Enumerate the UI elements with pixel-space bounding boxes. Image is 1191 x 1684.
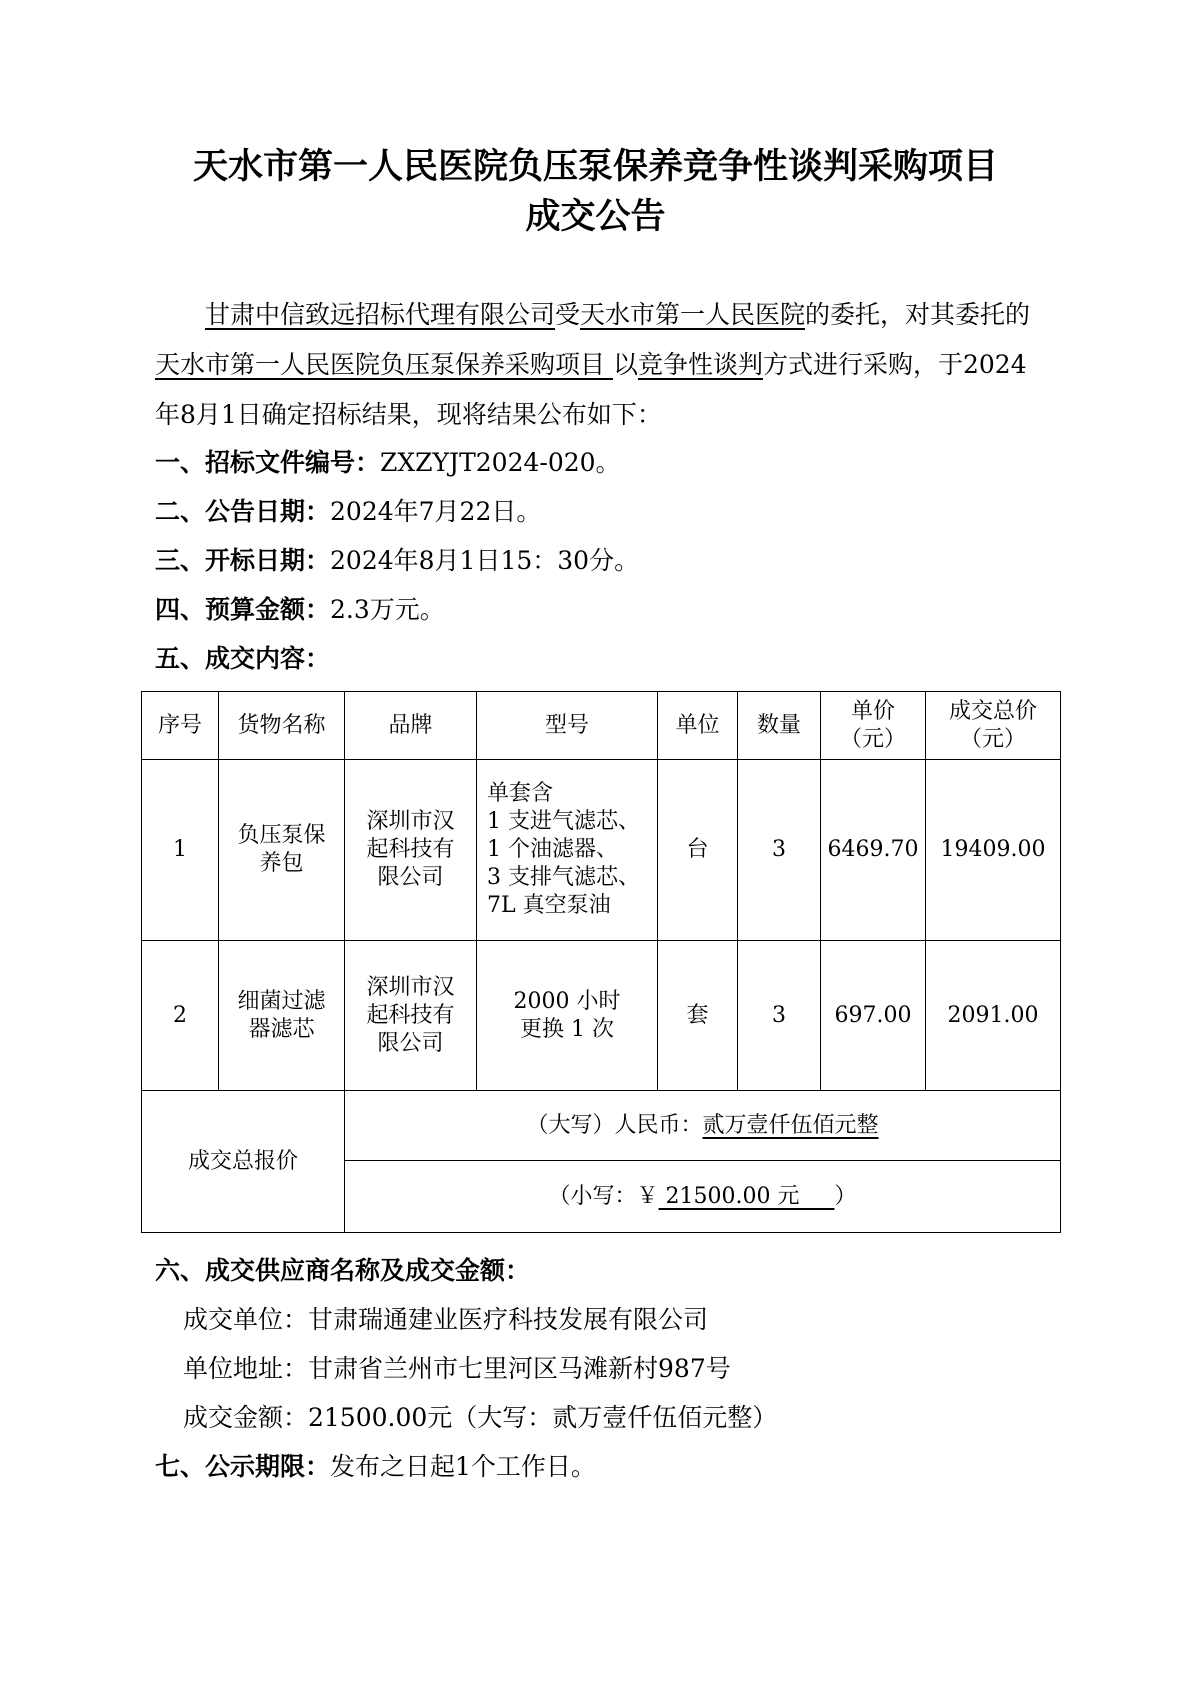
item-value: 2024年8月1日15：30分。 bbox=[330, 546, 640, 575]
item-label: 一、招标文件编号： bbox=[155, 448, 381, 477]
item-label: 四、预算金额： bbox=[155, 595, 331, 624]
row-model: 单套含 1 支进气滤芯、 1 个油滤器、 3 支排气滤芯、 7L 真空泵油 bbox=[477, 760, 658, 941]
row-price: 697.00 bbox=[821, 941, 926, 1091]
row-total: 19409.00 bbox=[926, 760, 1061, 941]
total-caps-row bbox=[142, 1091, 1061, 1161]
row-unit: 台 bbox=[658, 760, 738, 941]
header-cell: 数量 bbox=[738, 692, 821, 760]
intro-text-3: 以 bbox=[612, 350, 638, 379]
project-name: 天水市第一人民医院负压泵保养采购项目 bbox=[155, 350, 613, 379]
deal-table bbox=[141, 691, 1061, 1233]
total-num-prefix: （小写：￥ bbox=[548, 1183, 659, 1209]
item-value: 2024年7月22日。 bbox=[330, 497, 542, 526]
header-cell: 单位 bbox=[658, 692, 738, 760]
header-cell: 序号 bbox=[142, 692, 219, 760]
total-caps bbox=[345, 1091, 1061, 1161]
header-cell: 货物名称 bbox=[219, 692, 345, 760]
row-total: 2091.00 bbox=[926, 941, 1061, 1091]
total-num bbox=[345, 1161, 1061, 1233]
item-budget bbox=[155, 595, 445, 625]
row-name: 细菌过滤 器滤芯 bbox=[219, 941, 345, 1091]
supplier-amount-line: 成交金额：21500.00元（大写：贰万壹仟伍佰元整） bbox=[183, 1403, 778, 1432]
item-tender-number bbox=[155, 448, 621, 478]
item-value: 2.3万元。 bbox=[330, 595, 445, 624]
row-no: 2 bbox=[142, 941, 219, 1091]
row-unit: 套 bbox=[658, 941, 738, 1091]
item-label: 五、成交内容： bbox=[155, 644, 331, 673]
notice-period bbox=[155, 1452, 596, 1482]
table-header-row bbox=[142, 692, 1061, 760]
row-name: 负压泵保 养包 bbox=[219, 760, 345, 941]
header-cell: 单价 （元） bbox=[821, 692, 926, 760]
period-label: 七、公示期限： bbox=[155, 1452, 331, 1481]
total-label: 成交总报价 bbox=[142, 1091, 345, 1233]
total-num-value: 21500.00 元 bbox=[658, 1183, 835, 1209]
agency-name: 甘肃中信致远招标代理有限公司 bbox=[205, 300, 556, 329]
supplier-heading: 六、成交供应商名称及成交金额： bbox=[155, 1256, 531, 1285]
intro-text-1: 受 bbox=[555, 300, 581, 329]
period-value: 发布之日起1个工作日。 bbox=[330, 1452, 596, 1481]
row-model: 2000 小时 更换 1 次 bbox=[477, 941, 658, 1091]
procurement-method: 竞争性谈判 bbox=[637, 350, 763, 379]
item-label: 二、公告日期： bbox=[155, 497, 331, 526]
document-title-line2: 成交公告 bbox=[525, 196, 666, 237]
row-qty: 3 bbox=[738, 760, 821, 941]
total-num-suffix: ） bbox=[834, 1183, 857, 1209]
supplier-name-line: 成交单位：甘肃瑞通建业医疗科技发展有限公司 bbox=[183, 1305, 709, 1334]
client-name: 天水市第一人民医院 bbox=[580, 300, 806, 329]
intro-paragraph bbox=[155, 290, 1035, 440]
header-cell: 品牌 bbox=[345, 692, 477, 760]
row-brand: 深圳市汉 起科技有 限公司 bbox=[345, 941, 477, 1091]
item-deal-content bbox=[155, 644, 330, 674]
row-price: 6469.70 bbox=[821, 760, 926, 941]
item-opening-date bbox=[155, 546, 639, 576]
item-value: ZXZYJT2024-020。 bbox=[380, 448, 621, 477]
total-caps-value: 贰万壹仟伍佰元整 bbox=[702, 1112, 879, 1138]
intro-text-4: 方式进行采购，于2024年8月1日确定招标结果，现将结果公布如下： bbox=[155, 350, 1027, 429]
intro-text-2: 的委托，对其委托的 bbox=[805, 300, 1031, 329]
table-row bbox=[142, 760, 1061, 941]
item-announcement-date bbox=[155, 497, 541, 527]
row-no: 1 bbox=[142, 760, 219, 941]
header-cell: 成交总价 （元） bbox=[926, 692, 1061, 760]
supplier-address-line: 单位地址：甘肃省兰州市七里河区马滩新村987号 bbox=[183, 1354, 731, 1383]
total-caps-prefix: （大写）人民币： bbox=[526, 1112, 703, 1138]
row-qty: 3 bbox=[738, 941, 821, 1091]
item-label: 三、开标日期： bbox=[155, 546, 331, 575]
row-brand: 深圳市汉 起科技有 限公司 bbox=[345, 760, 477, 941]
header-cell: 型号 bbox=[477, 692, 658, 760]
table-row bbox=[142, 941, 1061, 1091]
document-title-line1: 天水市第一人民医院负压泵保养竞争性谈判采购项目 bbox=[192, 146, 998, 187]
